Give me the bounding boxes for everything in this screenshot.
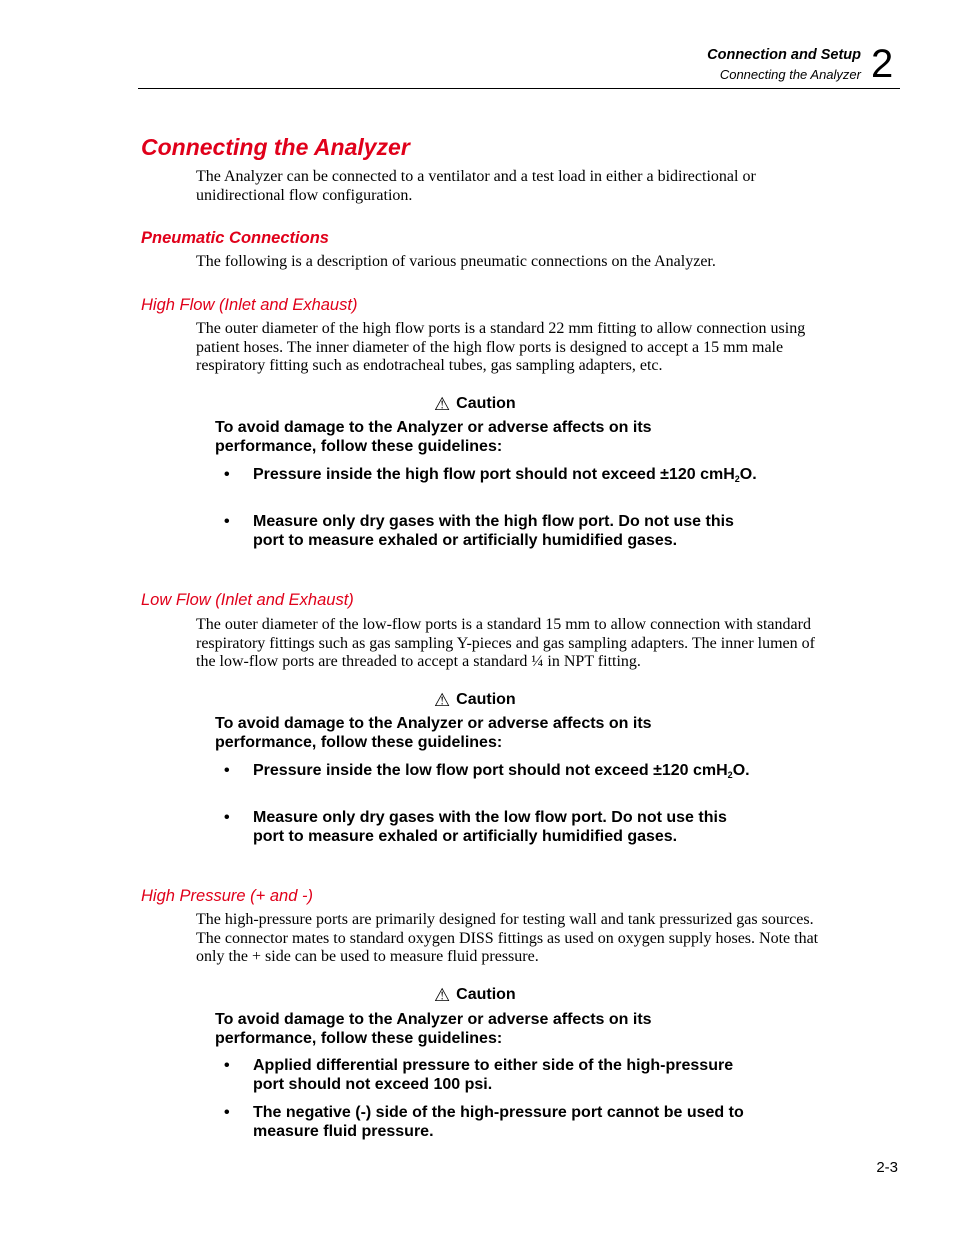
bullet-text: Applied differential pressure to either side of the high-pressure port should not exceed 100 psi. (253, 1057, 734, 1093)
section-intro: The Analyzer can be connected to a ventilator and a test load in either a bidirectional or unidirectional flow configuration. (196, 168, 756, 204)
section-title: Connecting the Analyzer (141, 134, 410, 160)
bullet-icon: • (224, 466, 230, 483)
high-flow-text: The outer diameter of the high flow ports is a standard 22 mm fitting to allow connection using patient hoses. The inner diameter of the high flow ports is designed to accept a 15 mm male respiratory fitting such as endotracheal tubes, gas sampling adapters, etc. (196, 320, 806, 375)
chapter-number: 2 (871, 42, 894, 86)
bullet-text-end: O. (739, 466, 757, 483)
caution-label: Caution (456, 395, 516, 412)
high-pressure-text: The high-pressure ports are primarily designed for testing wall and tank pressurized gas sources. The connector mates to standard oxygen DISS fittings as used on oxygen supply hoses. Note that only the + side can be used to measure fluid pressure. (196, 911, 819, 966)
high-flow-caution (434, 395, 516, 413)
list-item (224, 465, 764, 484)
high-pressure-heading: High Pressure (+ and -) (141, 887, 313, 905)
header-divider (138, 88, 900, 89)
bullet-text: The negative (-) side of the high-pressure port cannot be used to measure fluid pressure. (253, 1104, 744, 1140)
bullet-icon: • (224, 1104, 230, 1121)
high-flow-heading: High Flow (Inlet and Exhaust) (141, 296, 358, 314)
pneumatic-heading: Pneumatic Connections (141, 229, 329, 247)
bullet-text: Pressure inside the high flow port should not exceed ±120 cmH (253, 466, 735, 483)
low-flow-text: The outer diameter of the low-flow ports is a standard 15 mm to allow connection with standard respiratory fittings such as gas sampling Y-pieces and gas sampling adapters. The inner lumen of the low-flow ports are threaded to accept a standard ¼ in NPT fitting. (196, 616, 815, 671)
caution-label: Caution (456, 691, 516, 708)
running-header-section: Connecting the Analyzer (719, 67, 861, 82)
bullet-text: Pressure inside the low flow port should not exceed ±120 cmH (253, 762, 728, 779)
list-item (224, 1056, 764, 1094)
page-number: 2-3 (876, 1159, 898, 1176)
warning-triangle-icon: ⚠ (434, 394, 451, 414)
warning-triangle-icon: ⚠ (434, 985, 451, 1005)
running-header-chapter: Connection and Setup (707, 47, 861, 63)
caution-label: Caution (456, 986, 516, 1003)
bullet-icon: • (224, 1057, 230, 1074)
warning-triangle-icon: ⚠ (434, 690, 451, 710)
list-item (224, 808, 764, 846)
high-pressure-caution-text: To avoid damage to the Analyzer or adverse affects on its performance, follow these guidelines: (215, 1011, 652, 1047)
pneumatic-text: The following is a description of various pneumatic connections on the Analyzer. (196, 253, 716, 270)
list-item (224, 1103, 764, 1141)
bullet-icon: • (224, 762, 230, 779)
bullet-text-end: O. (732, 762, 750, 779)
list-item (224, 761, 764, 780)
subscript: 2 (727, 770, 733, 780)
high-flow-caution-text: To avoid damage to the Analyzer or adverse affects on its performance, follow these guidelines: (215, 419, 652, 455)
subscript: 2 (734, 474, 740, 484)
low-flow-caution (434, 691, 516, 709)
list-item (224, 512, 764, 550)
high-pressure-caution (434, 986, 516, 1004)
low-flow-caution-text: To avoid damage to the Analyzer or adverse affects on its performance, follow these guidelines: (215, 715, 652, 751)
bullet-icon: • (224, 809, 230, 826)
bullet-text: Measure only dry gases with the high flow port. Do not use this port to measure exhaled or artificially humidified gases. (253, 513, 734, 549)
bullet-text: Measure only dry gases with the low flow port. Do not use this port to measure exhaled or artificially humidified gases. (253, 809, 727, 845)
low-flow-heading: Low Flow (Inlet and Exhaust) (141, 591, 354, 609)
bullet-icon: • (224, 513, 230, 530)
